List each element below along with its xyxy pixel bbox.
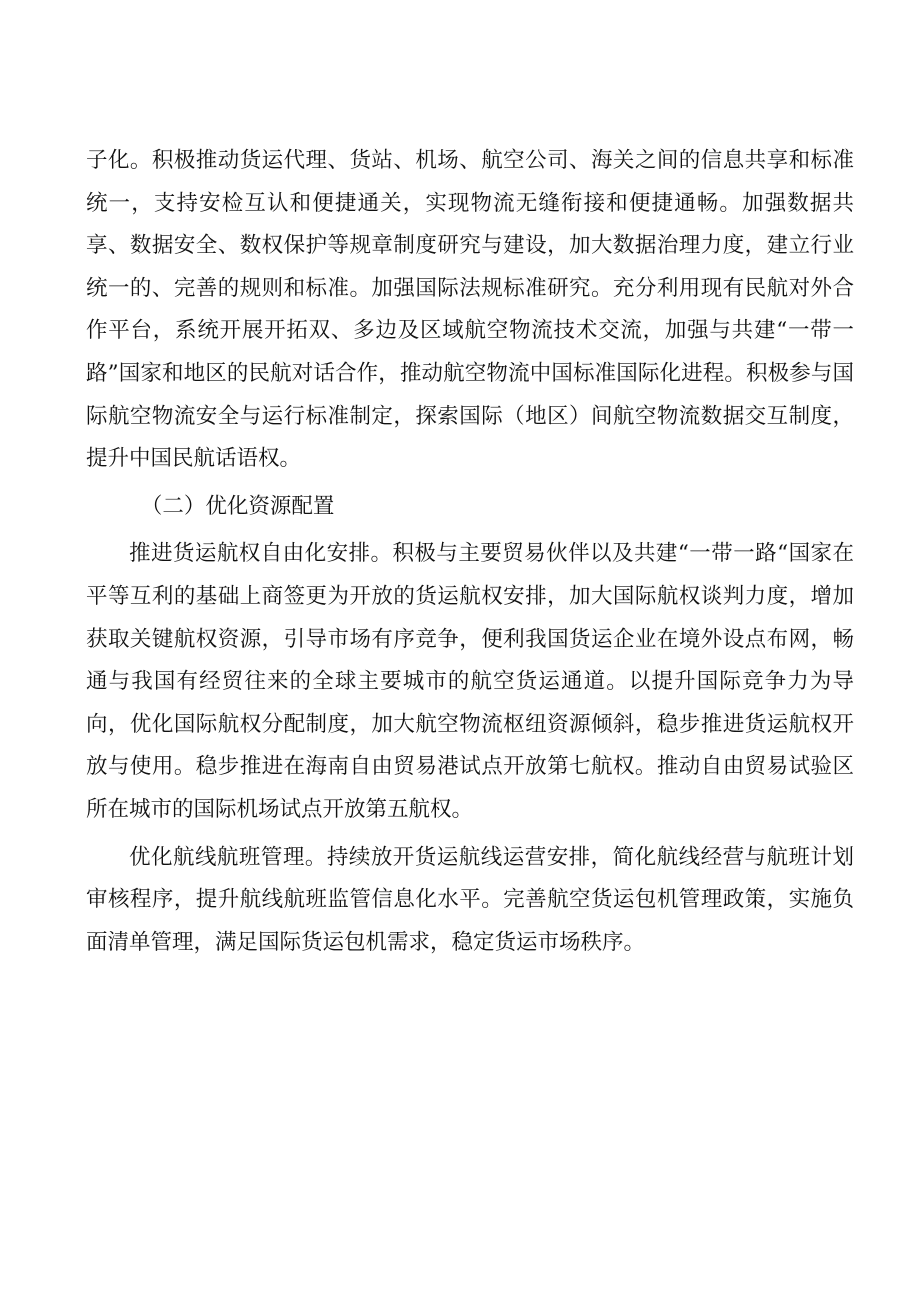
- paragraph-standards-cooperation: 子化。积极推动货运代理、货站、机场、航空公司、海关之间的信息共享和标准统一，支持安检互认和便捷通关，实现物流无缝衔接和便捷通畅。加强数据共享、数据安全、数权保护等规章制度研究与建设，加大数据治理力度，建立行业统一的、完善的规则和标准。加强国际法规标准研究。充分利用现有民航对外合作平台，系统开展开拓双、多边及区域航空物流技术交流，加强与共建“一带一路”国家和地区的民航对话合作，推动航空物流中国标准国际化进程。积极参与国际航空物流安全与运行标准制定，探索国际（地区）间航空物流数据交互制度，提升中国民航话语权。: [86, 148, 854, 472]
- paragraph-route-rights: 推进货运航权自由化安排。积极与主要贸易伙伴以及共建“一带一路“国家在平等互利的基础上商签更为开放的货运航权安排，加大国际航权谈判力度，增加获取关键航权资源，引导市场有序竞争，便利我国货运企业在境外设点布网，畅通与我国有经贸往来的全球主要城市的航空货运通道。以提升国际竞争力为导向，优化国际航权分配制度，加大航空物流枢纽资源倾斜，稳步推进货运航权开放与使用。稳步推进在海南自由贸易港试点开放第七航权。推动自由贸易试验区所在城市的国际机场试点开放第五航权。: [86, 541, 854, 822]
- section-heading: （二）优化资源配置: [140, 493, 335, 519]
- paragraph-flight-management: 优化航线航班管理。持续放开货运航线运营安排，简化航线经营与航班计划审核程序，提升航线航班监管信息化水平。完善航空货运包机管理政策，实施负面清单管理，满足国际货运包机需求，稳定货运市场秩序。: [86, 844, 854, 955]
- document-body: [86, 140, 854, 964]
